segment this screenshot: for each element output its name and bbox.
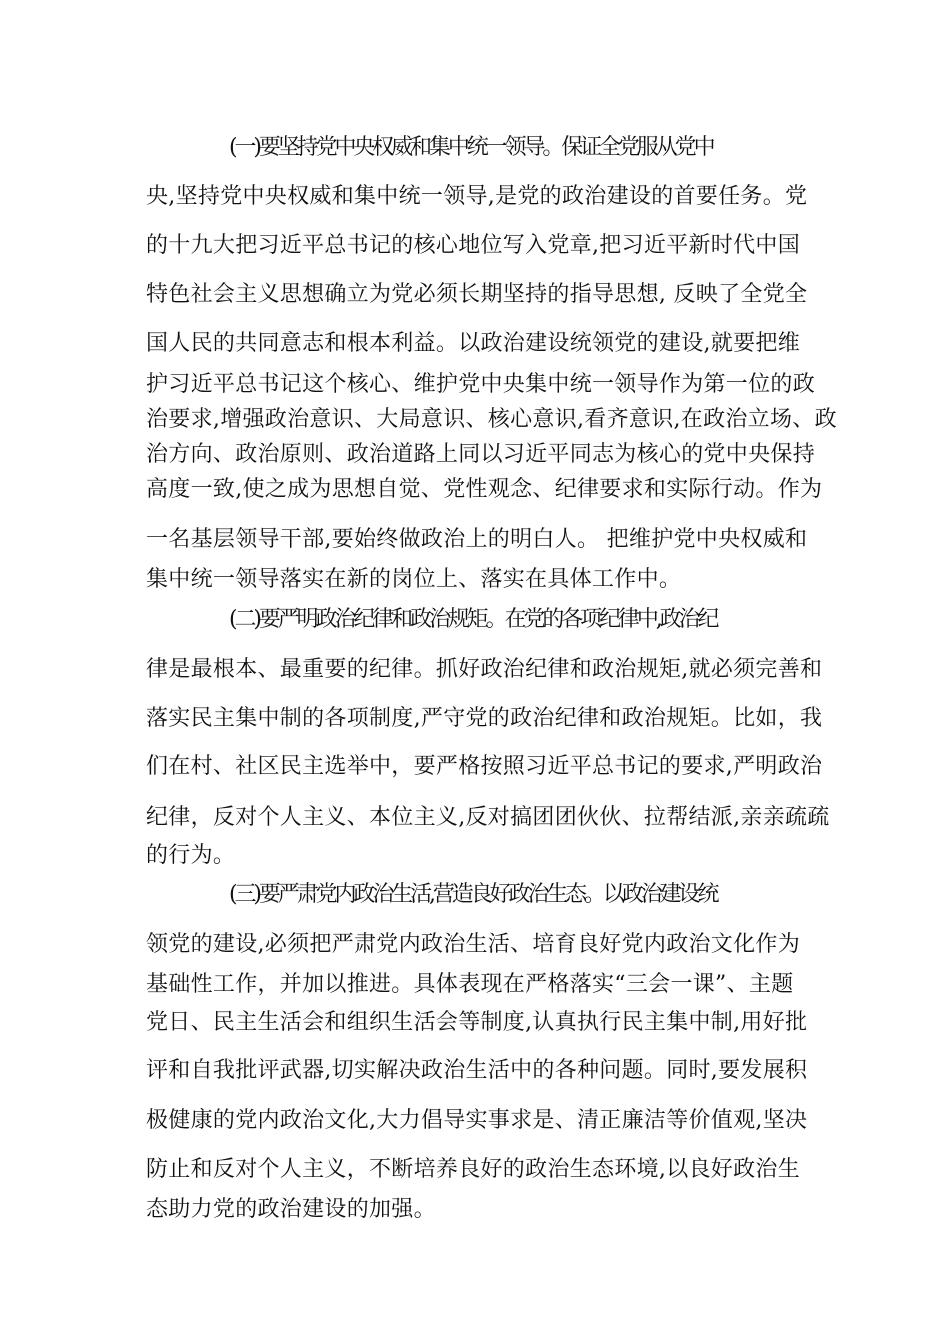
paragraph-1-line-10: 一名基层领导干部,要始终做政治上的明白人。 把维护党中央权威和 (146, 527, 808, 552)
paragraph-1-line-6: 护习近平总书记这个核心、维护党中央集中统一领导作为第一位的政 (146, 372, 816, 397)
paragraph-3-line-4: 党日、民主生活会和组织生活会等制度,认真执行民主集中制,用好批 (146, 1010, 808, 1035)
paragraph-1-line-3: 的十九大把习近平总书记的核心地位写入党章,把习近平新时代中国 (146, 233, 800, 258)
paragraph-3-line-3: 基础性工作，并加以推进。具体表现在严格落实“三会一课”、主题 (146, 972, 794, 997)
paragraph-1-line-9: 高度一致,使之成为思想自觉、党性观念、纪律要求和实际行动。作为 (146, 477, 823, 502)
paragraph-3-line-6: 极健康的党内政治文化,大力倡导实事求是、清正廉洁等价值观,坚决 (146, 1108, 808, 1133)
paragraph-2-line-5: 纪律，反对个人主义、本位主义,反对搞团团伙伙、拉帮结派,亲亲疏疏 (146, 805, 830, 830)
paragraph-2-line-2: 律是最根本、最重要的纪律。抓好政治纪律和政治规矩,就必须完善和 (146, 657, 823, 682)
paragraph-2-line-3: 落实民主集中制的各项制度,严守党的政治纪律和政治规矩。比如，我 (146, 706, 823, 731)
paragraph-2-line-1: (二)要严明政治纪律和政治规矩。在党的各项纪律中,政治纪 (229, 607, 717, 632)
paragraph-2-line-6: 的行为。 (146, 843, 236, 868)
paragraph-1-line-1: (一)要坚持党中央权威和集中统一领导。保证全党服从党中 (229, 135, 713, 160)
paragraph-1-line-4: 特色社会主义思想确立为党必须长期坚持的指导思想, 反映了全党全 (146, 282, 808, 307)
paragraph-1-line-5: 国人民的共同意志和根本利益。以政治建设统领党的建设,就要把维 (146, 331, 800, 356)
paragraph-2-line-4: 们在村、社区民主选举中，要严格按照习近平总书记的要求,严明政治 (146, 754, 823, 779)
paragraph-3-line-7: 防止和反对个人主义，不断培养良好的政治生态环境,以良好政治生 (146, 1157, 800, 1182)
paragraph-3-line-5: 评和自我批评武器,切实解决政治生活中的各种问题。同时,要发展积 (146, 1058, 808, 1083)
paragraph-3-line-2: 领党的建设,必须把严肃党内政治生活、培育良好党内政治文化作为 (146, 932, 800, 957)
paragraph-1-line-2: 央,坚持党中央权威和集中统一领导,是党的政治建设的首要任务。党 (146, 184, 808, 209)
paragraph-1-line-8: 治方向、政治原则、政治道路上同以习近平同志为核心的党中央保持 (146, 442, 816, 467)
paragraph-1-line-11: 集中统一领导落实在新的岗位上、落实在具体工作中。 (146, 567, 682, 592)
paragraph-3-line-1: (三)要严肃党内政治生活,营造良好政治生态。以政治建设统 (229, 882, 717, 907)
paragraph-1-line-7: 治要求,增强政治意识、大局意识、核心意识,看齐意识,在政治立场、政 (146, 407, 837, 432)
paragraph-3-line-8: 态助力党的政治建设的加强。 (146, 1197, 436, 1222)
